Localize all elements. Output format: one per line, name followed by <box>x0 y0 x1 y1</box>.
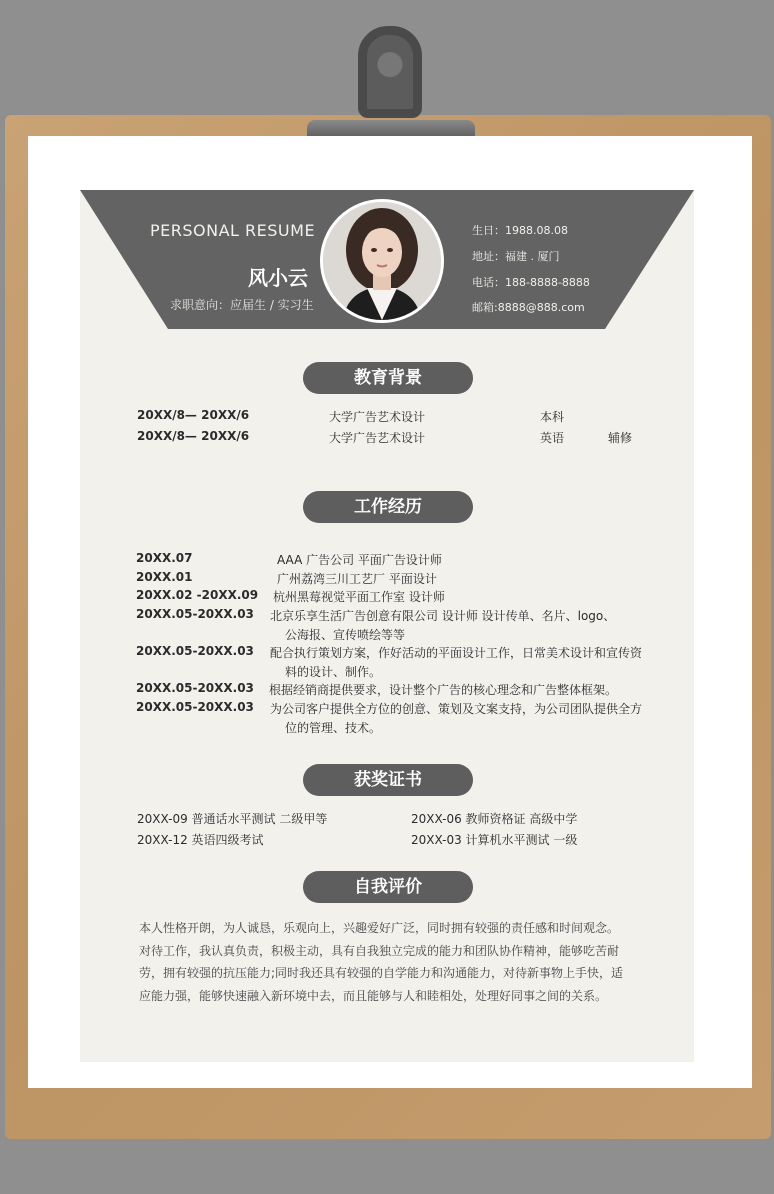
edu-major: 大学广告艺术设计 <box>329 410 426 424</box>
edu-extra: 辅修 <box>608 431 633 445</box>
work-desc: 北京乐享生活广告创意有限公司 设计师 设计传单、名片、logo、 <box>270 609 616 623</box>
work-date: 20XX.02 -20XX.09 <box>136 588 259 602</box>
phone-info: 电话：188-8888-8888 <box>472 276 590 289</box>
work-desc: 广州荔湾三川工艺厂 平面设计 <box>277 572 437 586</box>
edu-degree: 英语 <box>540 431 565 445</box>
edu-date: 20XX/8— 20XX/6 <box>137 408 250 422</box>
person-name: 风小云 <box>248 266 308 290</box>
edu-major: 大学广告艺术设计 <box>329 431 426 445</box>
edu-degree: 本科 <box>540 410 565 424</box>
awards-heading: 获奖证书 <box>303 764 473 796</box>
work-desc: 配合执行策划方案，作好活动的平面设计工作，日常美术设计和宣传资 <box>270 646 643 660</box>
self-eval-text <box>139 917 653 1007</box>
work-date: 20XX.05-20XX.03 <box>136 607 254 621</box>
self-eval-line: 应能力强，能够快速融入新环境中去，而且能够与人和睦相处，处理好同事之间的关系。 <box>139 988 608 1003</box>
work-date: 20XX.07 <box>136 551 193 565</box>
email-info: 邮箱:8888@888.com <box>472 301 585 314</box>
job-intent: 求职意向：应届生 / 实习生 <box>170 298 314 312</box>
award-item: 20XX-12 英语四级考试 <box>137 833 264 847</box>
work-date: 20XX.05-20XX.03 <box>136 644 254 658</box>
resume-title: PERSONAL RESUME <box>150 221 316 240</box>
self-eval-line: 对待工作，我认真负责，积极主动，具有自我独立完成的能力和团队协作精神，能够吃苦耐 <box>139 943 620 958</box>
work-date: 20XX.05-20XX.03 <box>136 700 254 714</box>
clip-ring-icon <box>358 26 422 118</box>
work-desc: 根据经销商提供要求，设计整个广告的核心理念和广告整体框架。 <box>269 683 618 697</box>
work-desc: 为公司客户提供全方位的创意、策划及文案支持，为公司团队提供全方 <box>270 702 643 716</box>
award-item: 20XX-06 教师资格证 高级中学 <box>411 812 578 826</box>
work-desc: AAA 广告公司 平面广告设计师 <box>277 553 442 567</box>
address-info: 地址：福建 . 厦门 <box>472 250 560 263</box>
work-heading: 工作经历 <box>303 491 473 523</box>
self-eval-heading: 自我评价 <box>303 871 473 903</box>
award-item: 20XX-03 计算机水平测试 一级 <box>411 833 578 847</box>
avatar <box>320 199 444 323</box>
work-desc-cont: 位的管理、技术。 <box>285 721 382 735</box>
award-item: 20XX-09 普通话水平测试 二级甲等 <box>137 812 328 826</box>
birth-info: 生日：1988.08.08 <box>472 224 568 237</box>
education-heading: 教育背景 <box>303 362 473 394</box>
work-date: 20XX.01 <box>136 570 193 584</box>
work-desc-cont: 公海报、宣传喷绘等等 <box>285 628 406 642</box>
work-desc: 杭州黑莓视觉平面工作室 设计师 <box>273 590 445 604</box>
work-date: 20XX.05-20XX.03 <box>136 681 254 695</box>
edu-date: 20XX/8— 20XX/6 <box>137 429 250 443</box>
self-eval-line: 劳，拥有较强的抗压能力;同时我还具有较强的自学能力和沟通能力，对待新事物上手快，适 <box>139 966 624 980</box>
self-eval-line: 本人性格开朗，为人诚恳，乐观向上，兴趣爱好广泛，同时拥有较强的责任感和时间观念。 <box>139 921 620 935</box>
work-desc-cont: 料的设计、制作。 <box>285 665 382 679</box>
